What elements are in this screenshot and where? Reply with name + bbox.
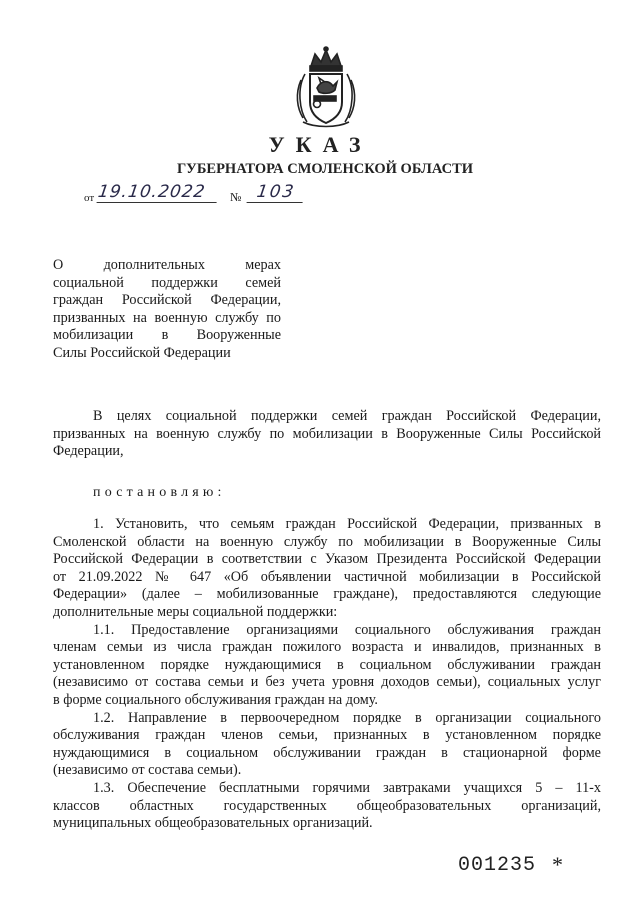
text-line: (независимо от состава семьи). <box>53 762 242 779</box>
text-line: в форме социального обслуживания граждан на дому. <box>53 691 378 708</box>
text-line: муниципальных общеобразовательных организаций. <box>53 815 373 832</box>
number-prefix: № <box>230 190 242 204</box>
text-line: классов областных государственных общеобразовательных организаций, <box>53 797 601 814</box>
text-line: Российской Федерации в соответствии с Указом Президента Российской Федерации <box>53 551 601 568</box>
text-line: (независимо от состава семьи и без учета уровня доходов семьи), социальных услуг <box>53 674 601 691</box>
text-line: Федерации» (далее – мобилизованные граждане), предоставляются следующие <box>53 586 601 603</box>
resolve-word: постановляю: <box>93 485 226 500</box>
text-line: установленном порядке нуждающимися в социальном обслуживании граждан <box>53 656 601 673</box>
subject-line: Силы Российской Федерации <box>53 344 231 361</box>
subject-line: мобилизации в Вооруженные <box>53 327 281 343</box>
text-line: призванных на военную службу по мобилизации в Вооруженные Силы Российской <box>53 425 601 442</box>
text-line: нуждающимися в социальном обслуживании граждан в стационарной форме <box>53 744 601 761</box>
text-line: Смоленской области на военную службу по мобилизации в Вооруженные Силы <box>53 533 601 550</box>
preamble-paragraph <box>53 408 601 461</box>
text-line: обслуживания граждан членов семьи, признанных в установленном порядке <box>53 727 601 744</box>
document-subtitle: ГУБЕРНАТОРА СМОЛЕНСКОЙ ОБЛАСТИ <box>176 161 474 177</box>
text-line: от 21.09.2022 № 647 «Об объявлении частичной мобилизации в Российской <box>53 568 601 585</box>
subject-line: призванных на военную службу по <box>53 309 281 326</box>
decree-body <box>53 516 601 833</box>
serial-mark: * <box>552 852 563 877</box>
subject-line: социальной поддержки семей <box>53 274 281 291</box>
text-line: 1. Установить, что семьям граждан Российской Федерации, призванных в <box>93 516 601 532</box>
handwritten-date: 19.10.2022 <box>97 182 220 203</box>
handwritten-number: 103 <box>247 182 306 203</box>
text-line: дополнительные меры социальной поддержки: <box>53 603 338 620</box>
document-title: УКАЗ <box>268 132 372 157</box>
smolensk-coat-of-arms-icon <box>293 44 359 128</box>
text-line: В целях социальной поддержки семей граждан Российской Федерации, <box>93 408 601 424</box>
text-line: Федерации, <box>53 443 124 460</box>
text-line: 1.1. Предоставление организациями социального обслуживания граждан <box>93 621 601 638</box>
subject-line: О дополнительных мерах <box>53 257 281 273</box>
text-line: 1.2. Направление в первоочередном порядке в организации социального <box>93 709 601 726</box>
document-serial-number: 001235 <box>458 854 537 877</box>
date-prefix: от <box>84 192 95 204</box>
text-line: членам семьи из числа граждан пожилого возраста и инвалидов, признанных в <box>53 639 601 656</box>
text-line: 1.3. Обеспечение бесплатными горячими завтраками учащихся 5 – 11-х <box>93 779 601 796</box>
subject-block <box>53 257 281 362</box>
subject-line: граждан Российской Федерации, <box>53 292 281 308</box>
